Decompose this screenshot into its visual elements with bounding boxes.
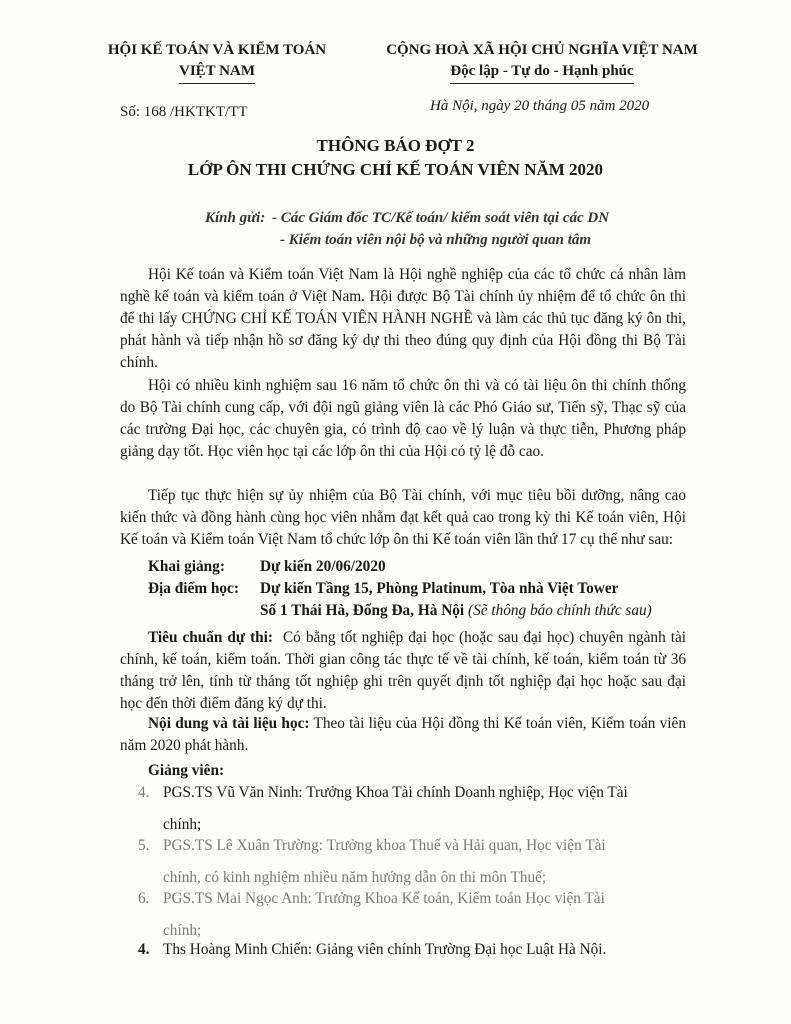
exam-criteria xyxy=(120,627,686,715)
lecturer-text-line1: PGS.TS Lê Xuân Trường: Trưởng khoa Thuế và Hải quan, Học viện Tài xyxy=(163,837,606,854)
lecturer-text xyxy=(163,835,690,889)
paragraph-announcement-text: Tiếp tục thực hiện sự ủy nhiệm của Bộ Tài chính, với mục tiêu bồi dưỡng, nâng cao kiến thức và đồng hành cùng học viên nhằm đạt kết quả cao trong kỳ thi Kế toán viên, Hội Kế toán và Kiểm toán Việt Nam tổ chức lớp ôn thi Kế toán viên lần thứ 17 cụ thể như sau: xyxy=(120,487,686,548)
document-date: Hà Nội, ngày 20 tháng 05 năm 2020 xyxy=(430,98,650,114)
lecturer-text-line1: Ths Hoàng Minh Chiến: Giảng viên chính Trường Đại học Luật Hà Nội. xyxy=(163,941,607,958)
lecturer-number: 4. xyxy=(138,784,150,801)
lecturer-number: 5. xyxy=(138,837,150,854)
nation-name: CỘNG HOÀ XÃ HỘI CHỦ NGHĨA VIỆT NAM xyxy=(386,42,698,58)
lecturer-text-line1: PGS.TS Mai Ngọc Anh: Trưởng Khoa Kế toán, Kiểm toán Học viện Tài xyxy=(163,890,605,907)
lecturer-text-line2: chính, có kinh nghiệm nhiều năm hướng dẫn ôn thi môn Thuế; xyxy=(163,869,547,886)
recipients-label: Kính gửi: xyxy=(205,210,266,226)
national-header xyxy=(372,40,712,84)
paragraph-intro xyxy=(120,264,686,374)
venue-value-line2: Số 1 Thái Hà, Đống Đa, Hà Nội xyxy=(260,602,465,619)
opening-value: Dự kiến 20/06/2020 xyxy=(260,558,386,575)
venue-value-line2-wrap xyxy=(260,602,652,620)
recipients-line1: - Các Giám đốc TC/Kế toán/ kiểm soát viên tại các DN xyxy=(272,210,610,226)
paragraph-experience xyxy=(120,375,686,463)
lecturer-text-line2: chính; xyxy=(163,922,202,939)
org-name-line1: HỘI KẾ TOÁN VÀ KIỂM TOÁN xyxy=(107,42,327,58)
lecturer-text xyxy=(163,888,690,942)
opening-label: Khai giảng: xyxy=(148,558,225,575)
org-name-line2: VIỆT NAM xyxy=(179,61,255,84)
nation-motto: Độc lập - Tự do - Hạnh phúc xyxy=(450,61,633,84)
lecturer-number: 6. xyxy=(138,890,150,907)
notice-title: THÔNG BÁO ĐỢT 2 xyxy=(316,136,475,155)
criteria-label: Tiêu chuẩn dự thi: xyxy=(148,629,274,646)
lecturers-label: Giảng viên: xyxy=(148,762,225,779)
paragraph-experience-text: Hội có nhiều kinh nghiệm sau 16 năm tổ chức ôn thi và có tài liệu ôn thi chính thống do Bộ Tài chính cung cấp, với đội ngũ giảng viên là các Phó Giáo sư, Tiến sỹ, Thạc sỹ của các trường Đại học, các chuyên gia, có trình độ cao về lý luận và thực tiễn, Phương pháp giảng dạy tốt. Học viên học tại các lớp ôn thi của Hội có tỷ lệ đỗ cao. xyxy=(120,377,686,460)
lecturer-number: 4. xyxy=(138,941,150,958)
content-label: Nội dung và tài liệu học: xyxy=(148,715,310,732)
lecturer-text xyxy=(163,939,690,961)
lecturer-text-line2: chính; xyxy=(163,816,202,833)
organization-header xyxy=(92,40,342,84)
lecturer-text-line1: PGS.TS Vũ Văn Ninh: Trưởng Khoa Tài chính Doanh nghiệp, Học viện Tài xyxy=(163,784,628,801)
notice-subtitle: LỚP ÔN THI CHỨNG CHỈ KẾ TOÁN VIÊN NĂM 2020 xyxy=(187,160,604,179)
criteria-text: Có bằng tốt nghiệp đại học (hoặc sau đại học) chuyên ngành tài chính, kế toán, kiểm toán. Thời gian công tác thực tế về tài chính, kế toán, kiểm toán từ 36 tháng trở lên, tính từ tháng tốt nghiệp ghi trên quyết định tốt nghiệp đại học hoặc sau đại học đến thời điểm đăng ký dự thi. xyxy=(120,629,686,712)
venue-note: (Sẽ thông báo chính thức sau) xyxy=(467,602,652,619)
course-content xyxy=(120,713,686,757)
content-text: Theo tài liệu của Hội đồng thi Kế toán viên, Kiểm toán viên năm 2020 phát hành. xyxy=(120,715,686,754)
lecturer-text xyxy=(163,782,690,836)
recipients-line2: - Kiểm toán viên nội bộ và những người quan tâm xyxy=(280,232,592,248)
venue-value-line1: Dự kiến Tầng 15, Phòng Platinum, Tòa nhà Việt Tower xyxy=(260,580,619,597)
reference-number: Số: 168 /HKTKT/TT xyxy=(120,104,248,120)
paragraph-intro-text: Hội Kế toán và Kiểm toán Việt Nam là Hội nghề nghiệp của các tổ chức cá nhân làm nghề kế toán và kiểm toán ở Việt Nam. Hội được Bộ Tài chính ủy nhiệm để tổ chức ôn thi để thi lấy CHỨNG CHỈ KẾ TOÁN VIÊN HÀNH NGHỀ và làm các thủ tục đăng ký ôn thi, phát hành và tiếp nhận hồ sơ đăng ký dự thi theo đúng quy định của Hội đồng thi Bộ Tài chính. xyxy=(120,266,686,371)
paragraph-announcement xyxy=(120,485,686,551)
venue-label: Địa điểm học: xyxy=(148,580,239,597)
